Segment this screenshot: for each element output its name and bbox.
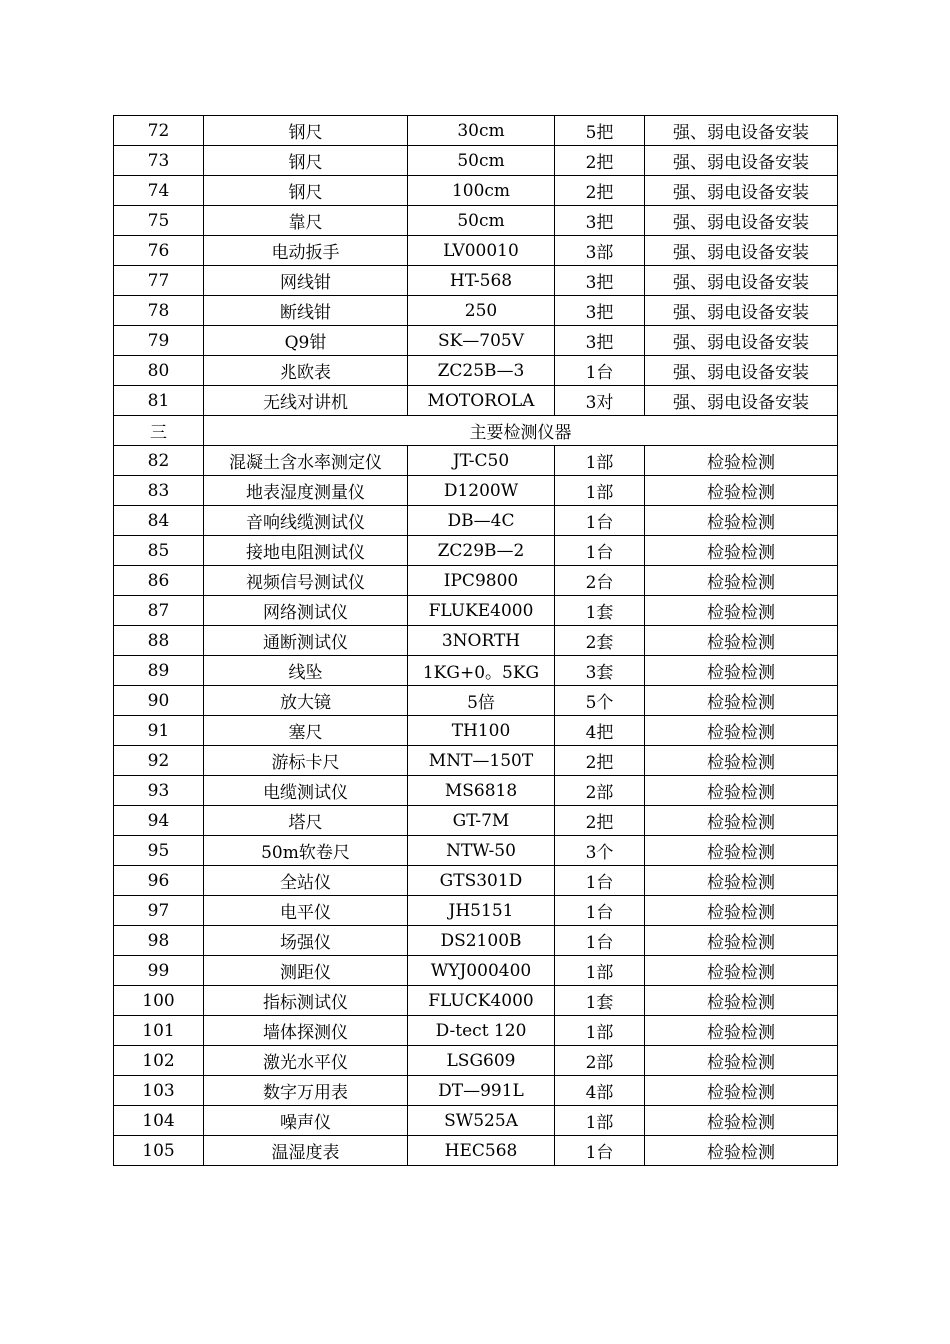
item-model-cell: DB—4C	[408, 506, 555, 536]
table-row	[114, 1016, 838, 1046]
item-quantity-cell: 2把	[555, 806, 645, 836]
item-model-cell: MNT—150T	[408, 746, 555, 776]
item-model-cell: 30cm	[408, 116, 555, 146]
item-purpose-cell: 强、弱电设备安装	[645, 146, 838, 176]
item-purpose-cell: 检验检测	[645, 836, 838, 866]
item-model-cell: JH5151	[408, 896, 555, 926]
item-quantity-cell: 1台	[555, 536, 645, 566]
item-name-cell: 通断测试仪	[204, 626, 408, 656]
item-model-cell: ZC25B—3	[408, 356, 555, 386]
item-purpose-cell: 检验检测	[645, 956, 838, 986]
item-purpose-cell: 检验检测	[645, 866, 838, 896]
table-row	[114, 896, 838, 926]
table-row	[114, 596, 838, 626]
item-name-cell: 线坠	[204, 656, 408, 686]
item-number-cell: 74	[114, 176, 204, 206]
item-number-cell: 93	[114, 776, 204, 806]
item-purpose-cell: 检验检测	[645, 1076, 838, 1106]
table-row	[114, 536, 838, 566]
item-number-cell: 94	[114, 806, 204, 836]
item-purpose-cell: 强、弱电设备安装	[645, 176, 838, 206]
item-number-cell: 105	[114, 1136, 204, 1166]
item-purpose-cell: 检验检测	[645, 596, 838, 626]
table-row	[114, 956, 838, 986]
item-name-cell: 测距仪	[204, 956, 408, 986]
item-purpose-cell: 检验检测	[645, 446, 838, 476]
item-purpose-cell: 检验检测	[645, 746, 838, 776]
item-model-cell: 250	[408, 296, 555, 326]
table-row	[114, 206, 838, 236]
item-purpose-cell: 强、弱电设备安装	[645, 386, 838, 416]
item-number-cell: 102	[114, 1046, 204, 1076]
item-number-cell: 101	[114, 1016, 204, 1046]
item-purpose-cell: 强、弱电设备安装	[645, 356, 838, 386]
item-quantity-cell: 3把	[555, 266, 645, 296]
item-model-cell: D-tect 120	[408, 1016, 555, 1046]
item-model-cell: LSG609	[408, 1046, 555, 1076]
item-number-cell: 79	[114, 326, 204, 356]
item-name-cell: 数字万用表	[204, 1076, 408, 1106]
item-model-cell: WYJ000400	[408, 956, 555, 986]
item-name-cell: 音响线缆测试仪	[204, 506, 408, 536]
table-row	[114, 1046, 838, 1076]
item-model-cell: LV00010	[408, 236, 555, 266]
item-number-cell: 88	[114, 626, 204, 656]
table-row	[114, 116, 838, 146]
item-name-cell: 50m软卷尺	[204, 836, 408, 866]
item-quantity-cell: 2套	[555, 626, 645, 656]
item-quantity-cell: 3对	[555, 386, 645, 416]
item-number-cell: 77	[114, 266, 204, 296]
item-purpose-cell: 检验检测	[645, 986, 838, 1016]
item-number-cell: 92	[114, 746, 204, 776]
item-name-cell: 电平仪	[204, 896, 408, 926]
item-purpose-cell: 检验检测	[645, 686, 838, 716]
item-model-cell: HEC568	[408, 1136, 555, 1166]
item-model-cell: ZC29B—2	[408, 536, 555, 566]
item-name-cell: 兆欧表	[204, 356, 408, 386]
item-purpose-cell: 强、弱电设备安装	[645, 236, 838, 266]
item-name-cell: 电缆测试仪	[204, 776, 408, 806]
item-number-cell: 81	[114, 386, 204, 416]
item-number-cell: 103	[114, 1076, 204, 1106]
item-model-cell: 50cm	[408, 146, 555, 176]
item-number-cell: 84	[114, 506, 204, 536]
item-quantity-cell: 1台	[555, 506, 645, 536]
item-name-cell: 钢尺	[204, 176, 408, 206]
item-quantity-cell: 5把	[555, 116, 645, 146]
table-row	[114, 146, 838, 176]
table-row	[114, 1076, 838, 1106]
item-quantity-cell: 1台	[555, 926, 645, 956]
equipment-table	[113, 115, 838, 1166]
item-model-cell: FLUKE4000	[408, 596, 555, 626]
item-purpose-cell: 检验检测	[645, 506, 838, 536]
table-row	[114, 446, 838, 476]
item-model-cell: DT—991L	[408, 1076, 555, 1106]
item-purpose-cell: 检验检测	[645, 656, 838, 686]
item-purpose-cell: 检验检测	[645, 566, 838, 596]
item-quantity-cell: 1部	[555, 446, 645, 476]
item-model-cell: GT-7M	[408, 806, 555, 836]
item-name-cell: 塞尺	[204, 716, 408, 746]
item-model-cell: GTS301D	[408, 866, 555, 896]
item-model-cell: SW525A	[408, 1106, 555, 1136]
item-quantity-cell: 3把	[555, 296, 645, 326]
item-name-cell: 网络测试仪	[204, 596, 408, 626]
item-quantity-cell: 1套	[555, 986, 645, 1016]
item-number-cell: 104	[114, 1106, 204, 1136]
table-row	[114, 986, 838, 1016]
item-quantity-cell: 2把	[555, 746, 645, 776]
item-model-cell: FLUCK4000	[408, 986, 555, 1016]
item-quantity-cell: 1部	[555, 476, 645, 506]
section-number-cell: 三	[114, 416, 204, 446]
item-quantity-cell: 2把	[555, 176, 645, 206]
item-number-cell: 82	[114, 446, 204, 476]
item-number-cell: 78	[114, 296, 204, 326]
table-body	[114, 116, 838, 1166]
item-quantity-cell: 1部	[555, 1016, 645, 1046]
item-name-cell: 钢尺	[204, 116, 408, 146]
item-purpose-cell: 强、弱电设备安装	[645, 326, 838, 356]
item-number-cell: 95	[114, 836, 204, 866]
item-quantity-cell: 4把	[555, 716, 645, 746]
item-purpose-cell: 强、弱电设备安装	[645, 266, 838, 296]
item-number-cell: 76	[114, 236, 204, 266]
item-name-cell: 网线钳	[204, 266, 408, 296]
item-name-cell: 温湿度表	[204, 1136, 408, 1166]
item-quantity-cell: 3个	[555, 836, 645, 866]
item-name-cell: 地表湿度测量仪	[204, 476, 408, 506]
item-quantity-cell: 4部	[555, 1076, 645, 1106]
item-name-cell: 钢尺	[204, 146, 408, 176]
item-name-cell: 指标测试仪	[204, 986, 408, 1016]
item-purpose-cell: 检验检测	[645, 776, 838, 806]
item-purpose-cell: 检验检测	[645, 806, 838, 836]
item-name-cell: 放大镜	[204, 686, 408, 716]
item-quantity-cell: 1台	[555, 356, 645, 386]
item-quantity-cell: 1台	[555, 896, 645, 926]
item-name-cell: 无线对讲机	[204, 386, 408, 416]
table-row	[114, 236, 838, 266]
item-name-cell: 混凝土含水率测定仪	[204, 446, 408, 476]
item-name-cell: 视频信号测试仪	[204, 566, 408, 596]
item-name-cell: 全站仪	[204, 866, 408, 896]
table-row	[114, 176, 838, 206]
item-model-cell: 100cm	[408, 176, 555, 206]
item-model-cell: NTW-50	[408, 836, 555, 866]
item-name-cell: 激光水平仪	[204, 1046, 408, 1076]
item-number-cell: 89	[114, 656, 204, 686]
item-name-cell: 接地电阻测试仪	[204, 536, 408, 566]
table-row	[114, 686, 838, 716]
table-row	[114, 566, 838, 596]
table-row	[114, 356, 838, 386]
item-model-cell: MOTOROLA	[408, 386, 555, 416]
item-model-cell: HT-568	[408, 266, 555, 296]
item-purpose-cell: 检验检测	[645, 476, 838, 506]
item-quantity-cell: 3套	[555, 656, 645, 686]
item-name-cell: 噪声仪	[204, 1106, 408, 1136]
item-number-cell: 83	[114, 476, 204, 506]
item-number-cell: 96	[114, 866, 204, 896]
table-row	[114, 1136, 838, 1166]
item-number-cell: 91	[114, 716, 204, 746]
item-number-cell: 90	[114, 686, 204, 716]
item-purpose-cell: 检验检测	[645, 1136, 838, 1166]
item-model-cell: MS6818	[408, 776, 555, 806]
item-purpose-cell: 检验检测	[645, 1106, 838, 1136]
item-model-cell: 1KG+0。5KG	[408, 656, 555, 686]
item-purpose-cell: 检验检测	[645, 926, 838, 956]
item-number-cell: 86	[114, 566, 204, 596]
item-model-cell: 5倍	[408, 686, 555, 716]
item-number-cell: 75	[114, 206, 204, 236]
table-row	[114, 866, 838, 896]
item-quantity-cell: 5个	[555, 686, 645, 716]
item-quantity-cell: 1台	[555, 1136, 645, 1166]
item-model-cell: SK—705V	[408, 326, 555, 356]
item-number-cell: 100	[114, 986, 204, 1016]
table-row	[114, 746, 838, 776]
item-number-cell: 99	[114, 956, 204, 986]
item-quantity-cell: 2台	[555, 566, 645, 596]
item-name-cell: 靠尺	[204, 206, 408, 236]
table-row	[114, 296, 838, 326]
item-quantity-cell: 3把	[555, 206, 645, 236]
item-number-cell: 98	[114, 926, 204, 956]
item-purpose-cell: 检验检测	[645, 536, 838, 566]
item-model-cell: TH100	[408, 716, 555, 746]
item-number-cell: 85	[114, 536, 204, 566]
table-row	[114, 476, 838, 506]
item-purpose-cell: 强、弱电设备安装	[645, 116, 838, 146]
item-model-cell: IPC9800	[408, 566, 555, 596]
table-row	[114, 836, 838, 866]
table-row	[114, 716, 838, 746]
item-number-cell: 80	[114, 356, 204, 386]
item-name-cell: 场强仪	[204, 926, 408, 956]
item-purpose-cell: 检验检测	[645, 716, 838, 746]
item-quantity-cell: 2部	[555, 776, 645, 806]
item-name-cell: 塔尺	[204, 806, 408, 836]
item-name-cell: 游标卡尺	[204, 746, 408, 776]
item-purpose-cell: 检验检测	[645, 1016, 838, 1046]
item-model-cell: 3NORTH	[408, 626, 555, 656]
item-model-cell: JT-C50	[408, 446, 555, 476]
item-model-cell: DS2100B	[408, 926, 555, 956]
table-row	[114, 1106, 838, 1136]
item-quantity-cell: 3部	[555, 236, 645, 266]
item-purpose-cell: 强、弱电设备安装	[645, 206, 838, 236]
item-quantity-cell: 2把	[555, 146, 645, 176]
item-quantity-cell: 1台	[555, 866, 645, 896]
item-name-cell: 电动扳手	[204, 236, 408, 266]
item-quantity-cell: 1部	[555, 956, 645, 986]
table-row	[114, 626, 838, 656]
table-row	[114, 776, 838, 806]
item-quantity-cell: 2部	[555, 1046, 645, 1076]
item-purpose-cell: 检验检测	[645, 896, 838, 926]
item-number-cell: 97	[114, 896, 204, 926]
item-name-cell: 断线钳	[204, 296, 408, 326]
table-row	[114, 656, 838, 686]
item-quantity-cell: 1部	[555, 1106, 645, 1136]
table-row	[114, 806, 838, 836]
item-purpose-cell: 强、弱电设备安装	[645, 296, 838, 326]
item-name-cell: 墙体探测仪	[204, 1016, 408, 1046]
section-header-row	[114, 416, 838, 446]
item-number-cell: 73	[114, 146, 204, 176]
table-row	[114, 926, 838, 956]
section-title-cell: 主要检测仪器	[204, 416, 838, 446]
table-row	[114, 386, 838, 416]
item-quantity-cell: 3把	[555, 326, 645, 356]
item-model-cell: D1200W	[408, 476, 555, 506]
item-number-cell: 72	[114, 116, 204, 146]
item-purpose-cell: 检验检测	[645, 1046, 838, 1076]
table-row	[114, 266, 838, 296]
item-number-cell: 87	[114, 596, 204, 626]
table-row	[114, 326, 838, 356]
item-quantity-cell: 1套	[555, 596, 645, 626]
item-purpose-cell: 检验检测	[645, 626, 838, 656]
table-row	[114, 506, 838, 536]
item-name-cell: Q9钳	[204, 326, 408, 356]
item-model-cell: 50cm	[408, 206, 555, 236]
